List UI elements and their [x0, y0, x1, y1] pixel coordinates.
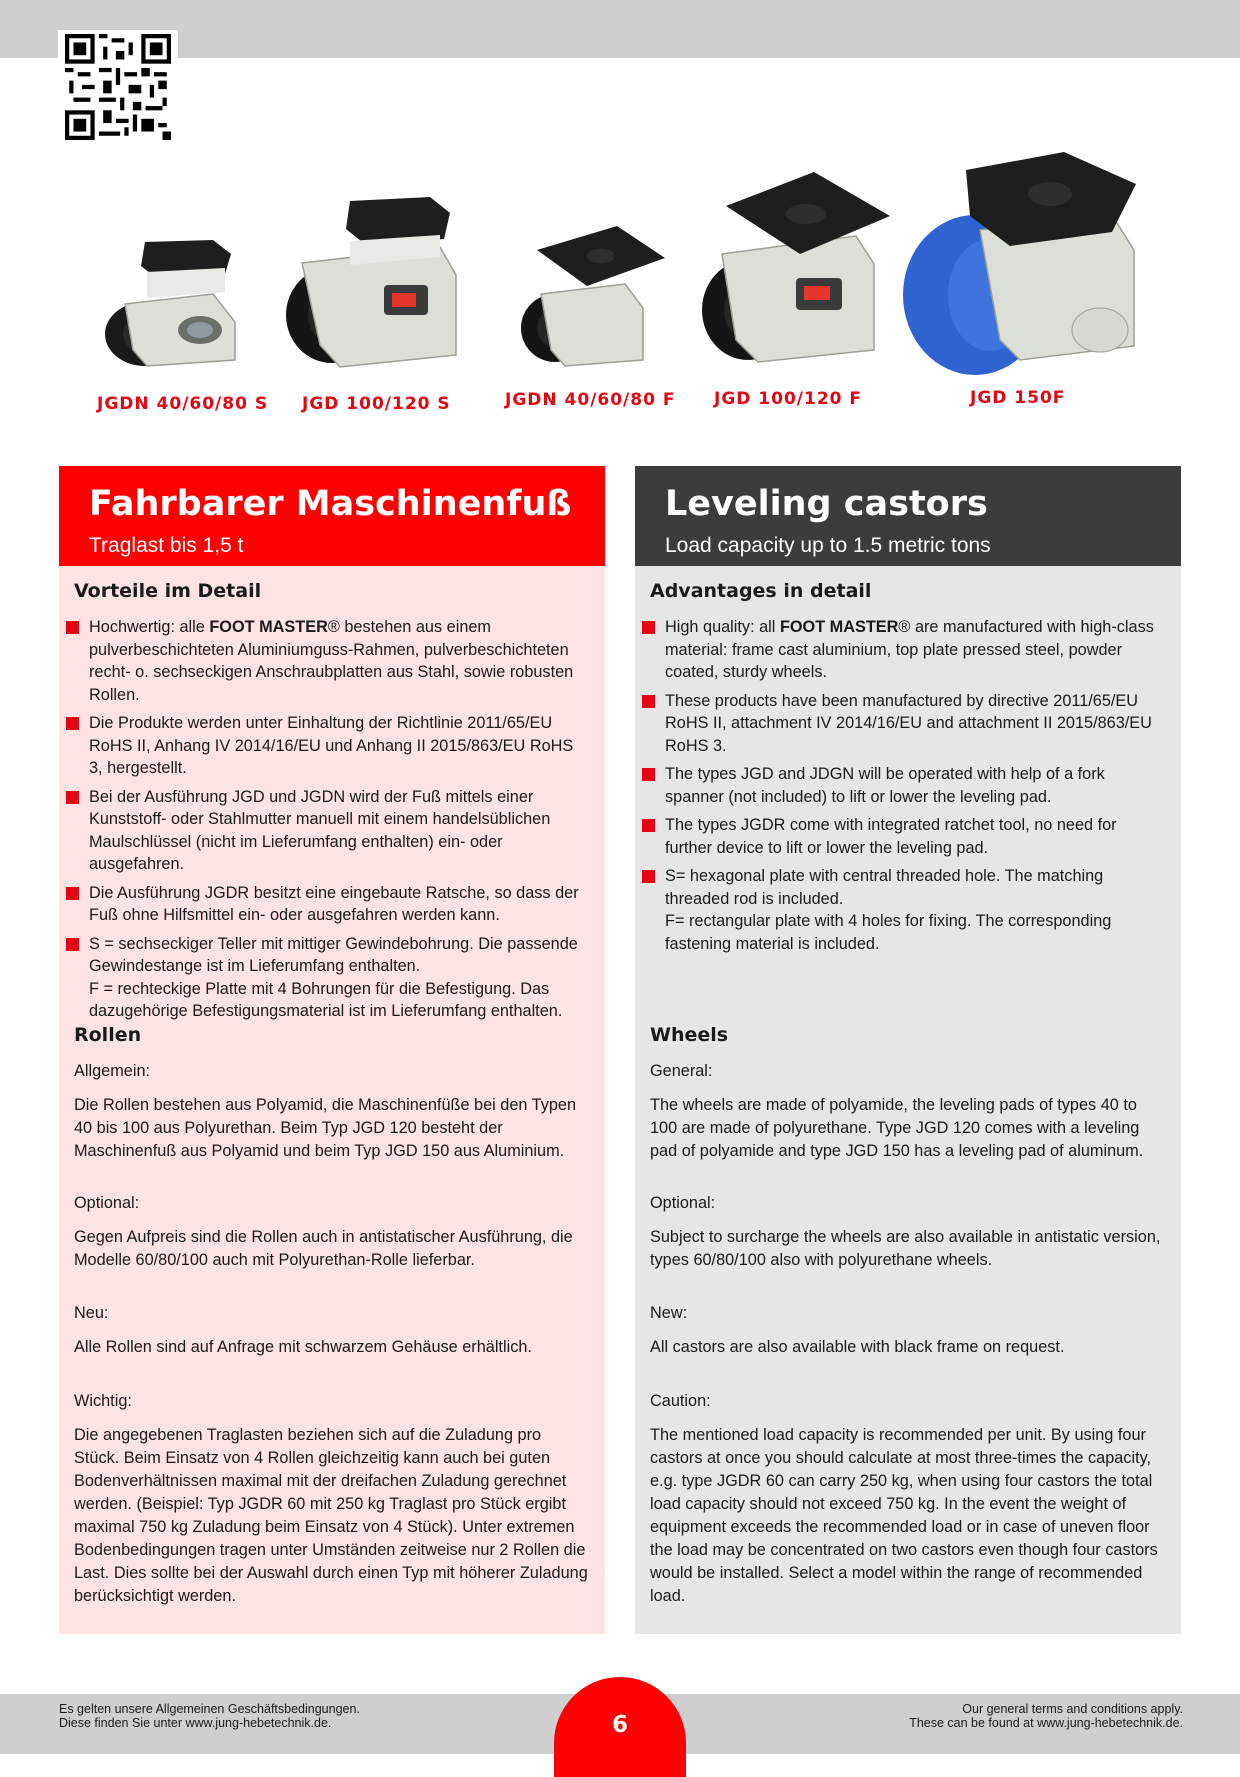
- bullet-square-icon: [642, 695, 655, 708]
- bullet-square-icon: [66, 938, 79, 951]
- product-label-jgdn-f: JGDN 40/60/80 F: [505, 390, 676, 410]
- bullet-square-icon: [642, 870, 655, 883]
- qr-code-icon: [65, 34, 171, 140]
- english-general-text: The wheels are made of polyamide, the leveling pads of types 40 to 100 are made of polyurethane. Type JGD 120 comes with a leveling pad of polyamide and type JGD 150 has a leveling pad of aluminum.: [650, 1096, 1144, 1160]
- bullet-square-icon: [66, 717, 79, 730]
- top-bar: [0, 0, 1240, 58]
- german-optional-label: Optional:: [74, 1194, 140, 1212]
- english-column: [635, 466, 1181, 1634]
- german-optional-text: Gegen Aufpreis sind die Rollen auch in antistatischer Ausführung, die Modelle 60/80/100 auch mit Polyurethan-Rolle lieferbar.: [74, 1228, 573, 1269]
- product-label-jgdn-s: JGDN 40/60/80 S: [97, 394, 269, 414]
- english-general-label: General:: [650, 1062, 713, 1080]
- list-item: Hochwertig: alle FOOT MASTER® bestehen aus einem pulverbeschichteten Aluminiumguss-Rahmen, pulverbeschichteten recht- o. sechseckigen Anschraubplatten aus Stahl, sowie robusten Rollen.: [74, 616, 590, 706]
- english-wheels-heading: Wheels: [650, 1024, 729, 1046]
- footer-terms-german-link[interactable]: Diese finden Sie unter www.jung-hebetechnik.de.: [59, 1716, 332, 1730]
- product-label-jgd-f: JGD 100/120 F: [714, 389, 863, 409]
- product-label-jgd-s: JGD 100/120 S: [302, 394, 451, 414]
- list-item: Die Ausführung JGDR besitzt eine eingebaute Ratsche, so dass der Fuß ohne Hilfsmittel ein- oder ausgefahren werden kann.: [74, 882, 590, 927]
- german-new-label: Neu:: [74, 1304, 109, 1322]
- list-item: These products have been manufactured by directive 2011/65/EU RoHS II, attachment IV 2014/16/EU and attachment II 2015/863/EU RoHS 3.: [650, 690, 1166, 758]
- bullet-square-icon: [642, 621, 655, 634]
- list-item: The types JGDR come with integrated ratchet tool, no need for further device to lift or lower the leveling pad.: [650, 814, 1166, 859]
- footer-terms-english-link[interactable]: These can be found at www.jung-hebetechnik.de.: [909, 1716, 1183, 1730]
- english-optional-text: Subject to surcharge the wheels are also available in antistatic version, types 60/80/100 also with polyurethane wheels.: [650, 1228, 1161, 1269]
- german-caution-text: Die angegebenen Traglasten beziehen sich auf die Zuladung pro Stück. Beim Einsatz von 4 Rollen gleichzeitig kann auch bei guten Bodenverhältnissen maximal mit der dreifachen Zuladung gerechnet werden. (Beispiel: Typ JGDR 60 mit 250 kg Traglast pro Stück ergibt maximal 750 kg Zuladung beim Einsatz von 4 Stück). Unter extremen Bodenbedingungen tragen unter Umständen zeitweise nur 2 Rollen die Last. Dies sollte bei der Auswahl durch einen Typ mit höherer Zuladung berücksichtigt werden.: [74, 1426, 588, 1605]
- product-image-jgd-s: [280, 195, 460, 375]
- german-caution-label: Wichtig:: [74, 1392, 132, 1410]
- english-advantages-list: [650, 616, 1166, 955]
- german-general-text: Die Rollen bestehen aus Polyamid, die Maschinenfüße bei den Typen 40 bis 100 aus Polyurethan. Beim Typ JGD 120 besteht der Maschinenfuß aus Polyamid und beim Typ JGD 150 aus Aluminium.: [74, 1096, 577, 1160]
- list-item: S= hexagonal plate with central threaded hole. The matching threaded rod is included. F= rectangular plate with 4 holes for fixing. The corresponding fastening material is included.: [650, 865, 1166, 955]
- english-body: [635, 566, 1181, 955]
- bullet-square-icon: [642, 819, 655, 832]
- english-new-label: New:: [650, 1304, 688, 1322]
- list-item: S = sechseckiger Teller mit mittiger Gewindebohrung. Die passende Gewindestange ist im Lieferumfang enthalten. F = rechteckige Platte mit 4 Bohrungen für die Befestigung. Das dazugehörige Befestigungsmaterial ist im Lieferumfang enthalten.: [74, 933, 590, 1023]
- list-item: The types JGD and JDGN will be operated with help of a fork spanner (not included) to lift or lower the leveling pad.: [650, 763, 1166, 808]
- english-optional-section: [650, 1192, 1166, 1272]
- english-caution-text: The mentioned load capacity is recommended per unit. By using four castors at once you should calculate at most three-times the capacity, e.g. type JGDR 60 can carry 250 kg, when using four castors the total load capacity should not exceed 750 kg. In the event the weight of equipment exceeds the recommended load or in case of uneven floor the load may be concentrated on two castors even though four castors would be installed. Select a model within the range of recommended load.: [650, 1426, 1158, 1605]
- brand-name: FOOT MASTER: [779, 618, 899, 636]
- product-image-jgdn-s: [95, 232, 255, 372]
- list-item: High quality: all FOOT MASTER® are manufactured with high-class material: frame cast aluminium, top plate pressed steel, powder coated, sturdy wheels.: [650, 616, 1166, 684]
- bullet-square-icon: [66, 621, 79, 634]
- german-new-section: [74, 1302, 590, 1359]
- german-optional-section: [74, 1192, 590, 1272]
- german-column: [59, 466, 605, 1634]
- footer-terms-german-line1: Es gelten unsere Allgemeinen Geschäftsbedingungen.: [59, 1702, 360, 1716]
- product-image-jgd-150f: [900, 150, 1140, 380]
- german-subtitle: Traglast bis 1,5 t: [89, 534, 244, 557]
- brand-name: FOOT MASTER: [209, 618, 328, 636]
- english-new-section: [650, 1302, 1166, 1359]
- german-body: [59, 566, 605, 1023]
- list-item: Die Produkte werden unter Einhaltung der Richtlinie 2011/65/EU RoHS II, Anhang IV 2014/16/EU und Anhang II 2015/863/EU RoHS 3, hergestellt.: [74, 712, 590, 780]
- footer-terms-english-line1: Our general terms and conditions apply.: [962, 1702, 1183, 1716]
- bullet-square-icon: [642, 768, 655, 781]
- footer-terms-english: [909, 1702, 1183, 1730]
- list-item: Bei der Ausführung JGD und JGDN wird der Fuß mittels einer Kunststoff- oder Stahlmutter manuell mit einem handelsüblichen Maulschlüssel (nicht im Lieferumfang enthalten) ein- oder ausgefahren.: [74, 786, 590, 876]
- product-image-jgdn-f: [515, 220, 670, 370]
- english-caution-section: [650, 1390, 1166, 1608]
- english-new-text: All castors are also available with black frame on request.: [650, 1338, 1065, 1356]
- german-wheels-section: [74, 1020, 590, 1163]
- product-image-jgd-f: [696, 170, 891, 370]
- german-general-label: Allgemein:: [74, 1062, 151, 1080]
- german-wheels-heading: Rollen: [74, 1024, 142, 1046]
- english-title: Leveling castors: [665, 484, 988, 524]
- english-advantages-heading: Advantages in detail: [650, 580, 872, 602]
- qr-code[interactable]: [58, 30, 178, 146]
- german-advantages-heading: Vorteile im Detail: [74, 580, 262, 602]
- german-header: [59, 466, 605, 566]
- page-number: 6: [611, 1712, 628, 1738]
- english-subtitle: Load capacity up to 1.5 metric tons: [665, 534, 991, 557]
- english-wheels-section: [650, 1020, 1166, 1163]
- footer-terms-german: [59, 1702, 360, 1730]
- german-new-text: Alle Rollen sind auf Anfrage mit schwarzem Gehäuse erhältlich.: [74, 1338, 532, 1356]
- bullet-square-icon: [66, 887, 79, 900]
- product-label-jgd-150f: JGD 150F: [970, 388, 1066, 408]
- english-header: [635, 466, 1181, 566]
- bullet-square-icon: [66, 791, 79, 804]
- english-caution-label: Caution:: [650, 1392, 711, 1410]
- english-optional-label: Optional:: [650, 1194, 716, 1212]
- german-title: Fahrbarer Maschinenfuß: [89, 484, 572, 524]
- german-caution-section: [74, 1390, 590, 1608]
- german-advantages-list: [74, 616, 590, 1023]
